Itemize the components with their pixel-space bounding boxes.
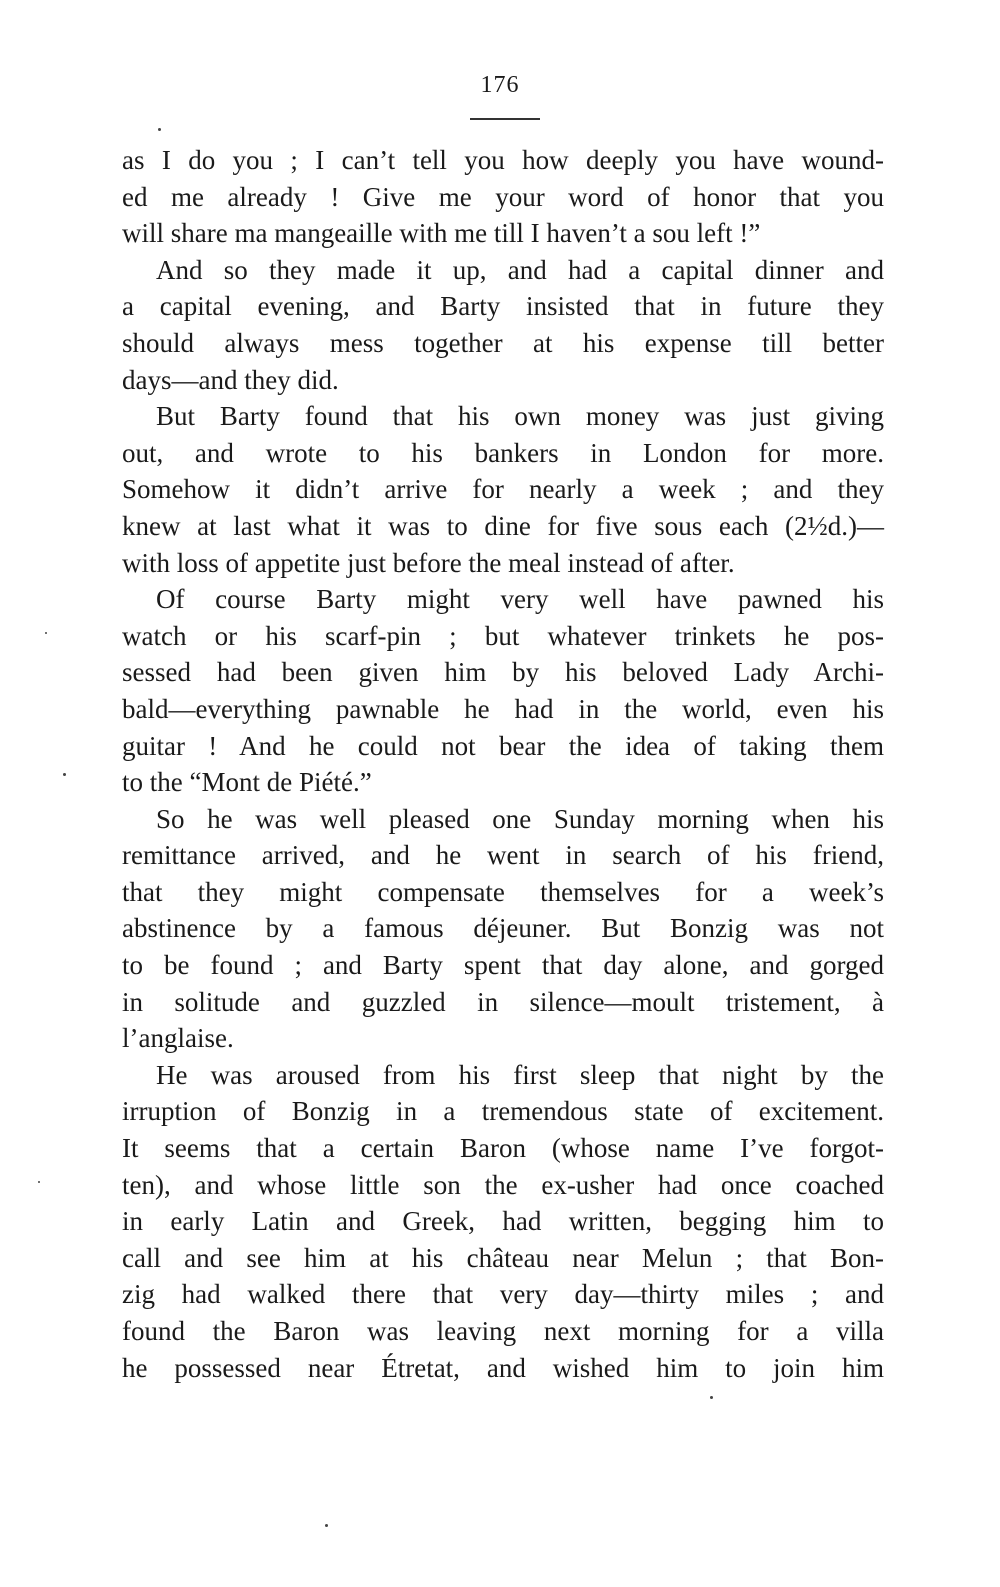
- text-line: ed me already ! Give me your word of honor that you: [122, 181, 884, 212]
- header-rule: [470, 118, 540, 120]
- text-line: Somehow it didn’t arrive for nearly a week ; and they: [122, 474, 884, 505]
- text-line: he possessed near Étretat, and wished him to join him: [122, 1352, 884, 1383]
- text-line: He was aroused from his first sleep that night by the: [156, 1059, 884, 1090]
- text-line: bald—everything pawnable he had in the world, even his: [122, 693, 884, 724]
- text-line: ten), and whose little son the ex-usher had once coached: [122, 1169, 884, 1200]
- text-line: watch or his scarf-pin ; but whatever trinkets he pos-: [122, 620, 884, 651]
- text-line: zig had walked there that very day—thirty miles ; and: [122, 1279, 884, 1310]
- print-speck: [325, 1524, 328, 1527]
- body-text: [122, 142, 884, 1386]
- text-line: abstinence by a famous déjeuner. But Bonzig was not: [122, 913, 884, 944]
- text-line: a capital evening, and Barty insisted that in future they: [122, 291, 884, 322]
- text-line: to the “Mont de Piété.”: [122, 767, 372, 798]
- text-line: as I do you ; I can’t tell you how deeply you have wound-: [122, 145, 884, 175]
- text-line: that they might compensate themselves for a week’s: [122, 876, 884, 907]
- text-line: sessed had been given him by his beloved Lady Archi-: [122, 657, 884, 688]
- page-number: 176: [480, 72, 520, 98]
- print-speck: [45, 632, 47, 634]
- text-line: will share ma mangeaille with me till I haven’t a sou left !”: [122, 218, 761, 249]
- print-speck: [63, 773, 66, 776]
- text-line: So he was well pleased one Sunday morning when his: [156, 803, 884, 834]
- text-line: call and see him at his château near Melun ; that Bon-: [122, 1242, 884, 1273]
- text-line: out, and wrote to his bankers in London for more.: [122, 437, 884, 468]
- text-line: It seems that a certain Baron (whose name I’ve forgot-: [122, 1133, 884, 1164]
- text-line: to be found ; and Barty spent that day alone, and gorged: [122, 950, 884, 981]
- text-line: in solitude and guzzled in silence—moult tristement, à: [122, 986, 884, 1017]
- text-line: in early Latin and Greek, had written, begging him to: [122, 1206, 884, 1237]
- text-line: with loss of appetite just before the meal instead of after.: [122, 547, 735, 578]
- print-speck: [158, 128, 161, 131]
- print-speck: [38, 1181, 40, 1183]
- text-line: days—and they did.: [122, 364, 339, 395]
- text-line: l’anglaise.: [122, 1023, 234, 1054]
- text-line: But Barty found that his own money was just giving: [156, 401, 884, 432]
- text-line: Of course Barty might very well have pawned his: [156, 584, 884, 615]
- text-line: found the Baron was leaving next morning for a villa: [122, 1316, 884, 1346]
- print-speck: [710, 1396, 713, 1399]
- text-line: guitar ! And he could not bear the idea of taking them: [122, 730, 884, 761]
- text-line: should always mess together at his expense till better: [122, 327, 884, 358]
- text-line: irruption of Bonzig in a tremendous state of excitement.: [122, 1096, 884, 1127]
- text-line: And so they made it up, and had a capital dinner and: [156, 254, 884, 285]
- text-line: remittance arrived, and he went in search of his friend,: [122, 840, 884, 871]
- text-line: knew at last what it was to dine for five sous each (2½d.)—: [122, 510, 884, 541]
